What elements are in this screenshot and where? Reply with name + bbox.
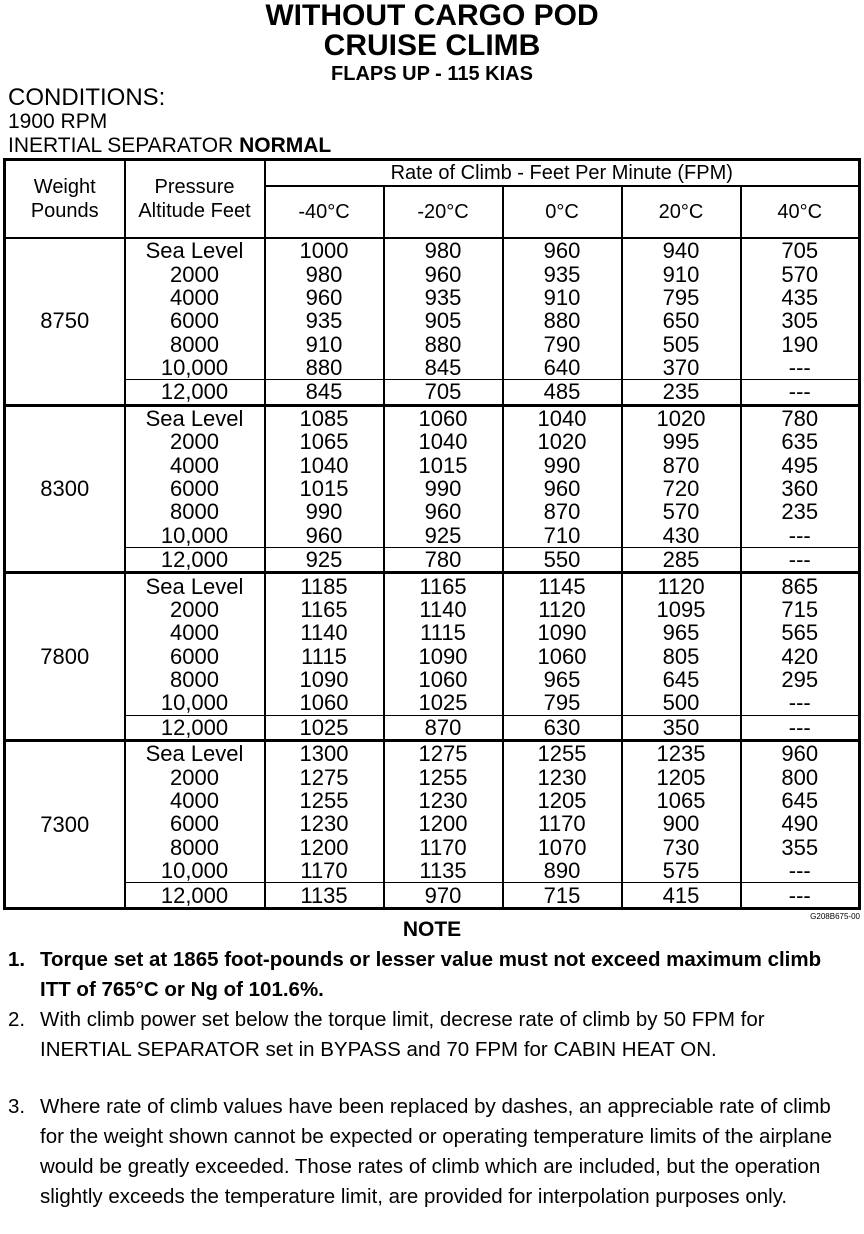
rate-cell: 720 [622,477,741,500]
altitude-cell: 6000 [125,477,265,500]
rate-cell: 905 [384,309,503,332]
altitude-cell: 4000 [125,453,265,476]
rate-cell: 1060 [384,405,503,430]
rate-cell: 990 [503,453,622,476]
rate-cell: 370 [622,356,741,380]
header-weight: Weight Pounds [5,160,125,239]
rate-cell: 1135 [265,883,384,909]
table-row [5,262,860,285]
rate-cell: 285 [622,547,741,572]
note-text: With climb power set below the torque limit, decrese rate of climb by 50 FPM for INERTIAL SEPARATOR set in BYPASS and 70 FPM for CABIN HEAT ON. [40,1008,765,1061]
rate-cell: 890 [503,859,622,883]
rate-cell: 960 [503,238,622,262]
altitude-cell: 8000 [125,668,265,691]
rate-cell: 490 [781,811,819,837]
cruise-climb-table [3,158,861,910]
rate-cell: 1090 [503,621,622,644]
altitude-cell: 12,000 [125,380,265,405]
altitude-cell: 4000 [125,621,265,644]
rate-cell: 645 [622,668,741,691]
table-row [5,621,860,644]
rate-cell: 645 [781,788,819,814]
figure-code: G208B675-00 [810,912,860,921]
rate-cell: 355 [781,834,819,860]
table-row [5,286,860,309]
rate-cell: 925 [384,524,503,548]
rate-cell: 715 [781,596,819,622]
rate-cell: 1060 [503,645,622,668]
weight-cell: 7800 [5,573,125,741]
note-heading: NOTE [402,918,462,941]
rate-cell: 900 [622,812,741,835]
rate-cell: 1165 [384,573,503,598]
rate-cell: 1255 [265,789,384,812]
header-rate: Rate of Climb - Feet Per Minute (FPM) [265,160,860,187]
rate-cell: 575 [622,859,741,883]
note-number: 3. [8,1095,26,1118]
rate-cell: 710 [503,524,622,548]
rate-cell: 1200 [384,812,503,835]
altitude-cell: 4000 [125,286,265,309]
rate-cell: 800 [781,764,819,790]
rate-cell: 630 [503,715,622,740]
rate-cell: 1135 [384,859,503,883]
rate-cell: 1230 [265,812,384,835]
rate-cell: 960 [265,524,384,548]
rate-cell: 635 [781,429,819,455]
rate-cell: 935 [384,286,503,309]
rate-cell: 1170 [265,859,384,883]
title-line-2: CRUISE CLIMB [323,29,541,62]
rate-cell: 910 [622,262,741,285]
rate-cell: 1020 [622,405,741,430]
rate-cell: 1200 [265,836,384,859]
rate-cell: 1300 [265,741,384,766]
rate-cell: --- [741,380,860,405]
rate-cell: 865 [781,573,819,599]
altitude-cell: Sea Level [125,238,265,262]
rate-cell: 295 [781,667,819,693]
rate-cell: 845 [265,380,384,405]
rate-cell: 705 [781,238,819,264]
rate-cell: 960 [781,741,819,767]
altitude-cell: 6000 [125,645,265,668]
rate-cell: 935 [503,262,622,285]
table-row [5,812,860,835]
rate-cell: 1185 [265,573,384,598]
rate-cell: 1115 [265,645,384,668]
rate-cell: 1140 [265,621,384,644]
rate-cell: 910 [503,286,622,309]
rate-cell: 960 [384,500,503,523]
rate-cell: 845 [384,356,503,380]
rate-cell: 1170 [384,836,503,859]
rate-cell: 990 [265,500,384,523]
rate-cell: 795 [503,691,622,715]
rate-cell: 650 [622,309,741,332]
rate-cell: 495 [781,452,819,478]
header-temp: 40°C [741,186,860,238]
rate-cell: 1235 [622,741,741,766]
rate-cell: 960 [384,262,503,285]
rate-cell: --- [741,883,860,909]
conditions-separator [8,134,331,158]
note-item [8,1092,848,1212]
rate-cell: 1275 [265,766,384,789]
table-row [5,524,860,548]
altitude-cell: Sea Level [125,741,265,766]
conditions-heading: CONDITIONS: [8,84,166,111]
note-item [8,1005,848,1065]
rate-cell: 1020 [503,430,622,453]
altitude-cell: Sea Level [125,405,265,430]
rate-cell: 570 [622,500,741,523]
altitude-cell: 4000 [125,789,265,812]
rate-cell: 870 [384,715,503,740]
rate-cell: 305 [781,308,819,334]
rate-cell: 430 [622,524,741,548]
rate-cell: 1170 [503,812,622,835]
rate-cell: 1070 [503,836,622,859]
rate-cell: 925 [265,547,384,572]
rate-cell: 795 [622,286,741,309]
rate-cell: 1015 [265,477,384,500]
rate-cell: 910 [265,333,384,356]
rate-cell: 1065 [265,430,384,453]
altitude-cell: 10,000 [125,859,265,883]
rate-cell: 1115 [384,621,503,644]
rate-cell: 880 [503,309,622,332]
rate-cell: 350 [622,715,741,740]
table-row [5,766,860,789]
table-row [5,691,860,715]
header-temp: -40°C [265,186,384,238]
conditions-rpm: 1900 RPM [8,110,108,133]
rate-cell: 960 [265,286,384,309]
altitude-cell: 12,000 [125,547,265,572]
rate-cell: 1040 [265,453,384,476]
altitude-cell: 10,000 [125,691,265,715]
rate-cell: 435 [781,284,819,310]
rate-cell: 1165 [265,598,384,621]
rate-cell: 1060 [265,691,384,715]
table-row [5,668,860,691]
rate-cell: 485 [503,380,622,405]
rate-cell: 970 [384,883,503,909]
altitude-cell: 2000 [125,598,265,621]
rate-cell: 1025 [265,715,384,740]
altitude-cell: 6000 [125,309,265,332]
rate-cell: 640 [503,356,622,380]
rate-cell: 1095 [622,598,741,621]
header-temp: 20°C [622,186,741,238]
altitude-cell: Sea Level [125,573,265,598]
table-row [5,333,860,356]
weight-cell: 7300 [5,741,125,909]
rate-cell: 1255 [503,741,622,766]
header-temp: -20°C [384,186,503,238]
rate-cell: 550 [503,547,622,572]
rate-cell: 1120 [622,573,741,598]
table-row [5,238,860,262]
rate-cell: 935 [265,309,384,332]
rate-cell: 780 [384,547,503,572]
rate-cell: 715 [503,883,622,909]
rate-cell: 940 [622,238,741,262]
altitude-cell: 12,000 [125,715,265,740]
table-body [5,238,860,909]
rate-cell: --- [741,691,860,715]
table-row [5,715,860,740]
rate-cell: 870 [622,453,741,476]
rate-cell: 565 [781,620,819,646]
table-row [5,500,860,523]
rate-cell: 1120 [503,598,622,621]
altitude-cell: 2000 [125,262,265,285]
rate-cell: 880 [384,333,503,356]
table-row [5,883,860,909]
rate-cell: 980 [384,238,503,262]
rate-cell: 415 [622,883,741,909]
rate-cell: 420 [781,643,819,669]
rate-cell: 1090 [265,668,384,691]
rate-cell: 1040 [503,405,622,430]
weight-cell: 8750 [5,238,125,405]
table-row [5,356,860,380]
table-row [5,453,860,476]
rate-cell: 1205 [622,766,741,789]
table-row [5,645,860,668]
altitude-cell: 10,000 [125,524,265,548]
rate-cell: 980 [265,262,384,285]
rate-cell: 190 [781,331,819,357]
altitude-cell: 8000 [125,500,265,523]
rate-cell: 870 [503,500,622,523]
title-line-1: WITHOUT CARGO POD [265,0,599,32]
rate-cell: 705 [384,380,503,405]
note-number: 1. [8,948,26,971]
rate-cell: 1275 [384,741,503,766]
header-temp: 0°C [503,186,622,238]
rate-cell: --- [741,715,860,740]
rate-cell: 1000 [265,238,384,262]
rate-cell: 1145 [503,573,622,598]
rate-cell: 505 [622,333,741,356]
altitude-cell: 2000 [125,430,265,453]
rate-cell: --- [741,524,860,548]
rate-cell: 1060 [384,668,503,691]
rate-cell: --- [741,356,860,380]
rate-cell: 730 [622,836,741,859]
rate-cell: 1085 [265,405,384,430]
rate-cell: 780 [781,405,819,431]
rate-cell: 995 [622,430,741,453]
rate-cell: 960 [503,477,622,500]
table-row [5,380,860,405]
rate-cell: 880 [265,356,384,380]
note-text: Where rate of climb values have been replaced by dashes, an appreciable rate of climb for the weight shown cannot be expected or operating temperature limits of the airplane would be greatly exceeded. Those rates of climb which are included, but the operation slightly exceeds the temperature limit, are provided for interpolation purposes only. [40,1095,832,1208]
rate-cell: 235 [622,380,741,405]
weight-cell: 8300 [5,405,125,573]
altitude-cell: 12,000 [125,883,265,909]
rate-cell: 1025 [384,691,503,715]
altitude-cell: 2000 [125,766,265,789]
table-row [5,547,860,572]
rate-cell: 1255 [384,766,503,789]
rate-cell: 1015 [384,453,503,476]
note-text: Torque set at 1865 foot-pounds or lesser value must not exceed maximum climb ITT of 765°C or Ng of 101.6%. [40,948,822,1001]
table-row [5,789,860,812]
rate-cell: 990 [384,477,503,500]
rate-cell: 1140 [384,598,503,621]
rate-cell: 1090 [384,645,503,668]
rate-cell: 805 [622,645,741,668]
table-row [5,859,860,883]
rate-cell: 235 [781,499,819,525]
separator-value: NORMAL [239,134,332,157]
table-row [5,430,860,453]
table-row [5,405,860,430]
rate-cell: 570 [781,261,819,287]
rate-cell: --- [741,547,860,572]
table-row [5,598,860,621]
rate-cell: 500 [622,691,741,715]
rate-cell: 1230 [384,789,503,812]
title-line-3: FLAPS UP - 115 KIAS [331,63,533,85]
altitude-cell: 6000 [125,812,265,835]
rate-cell: 1065 [622,789,741,812]
table-row [5,836,860,859]
altitude-cell: 8000 [125,333,265,356]
rate-cell: 790 [503,333,622,356]
table-row [5,309,860,332]
note-item [8,945,848,1005]
separator-label: INERTIAL SEPARATOR [8,134,240,157]
rate-cell: 360 [781,476,819,502]
table-row [5,573,860,598]
altitude-cell: 8000 [125,836,265,859]
altitude-cell: 10,000 [125,356,265,380]
rate-cell: 1205 [503,789,622,812]
table-row [5,477,860,500]
rate-cell: 965 [503,668,622,691]
table-row [5,741,860,766]
header-altitude: Pressure Altitude Feet [125,160,265,239]
rate-cell: 1040 [384,430,503,453]
rate-cell: 1230 [503,766,622,789]
note-number: 2. [8,1008,26,1031]
rate-cell: 965 [622,621,741,644]
rate-cell: --- [741,859,860,883]
